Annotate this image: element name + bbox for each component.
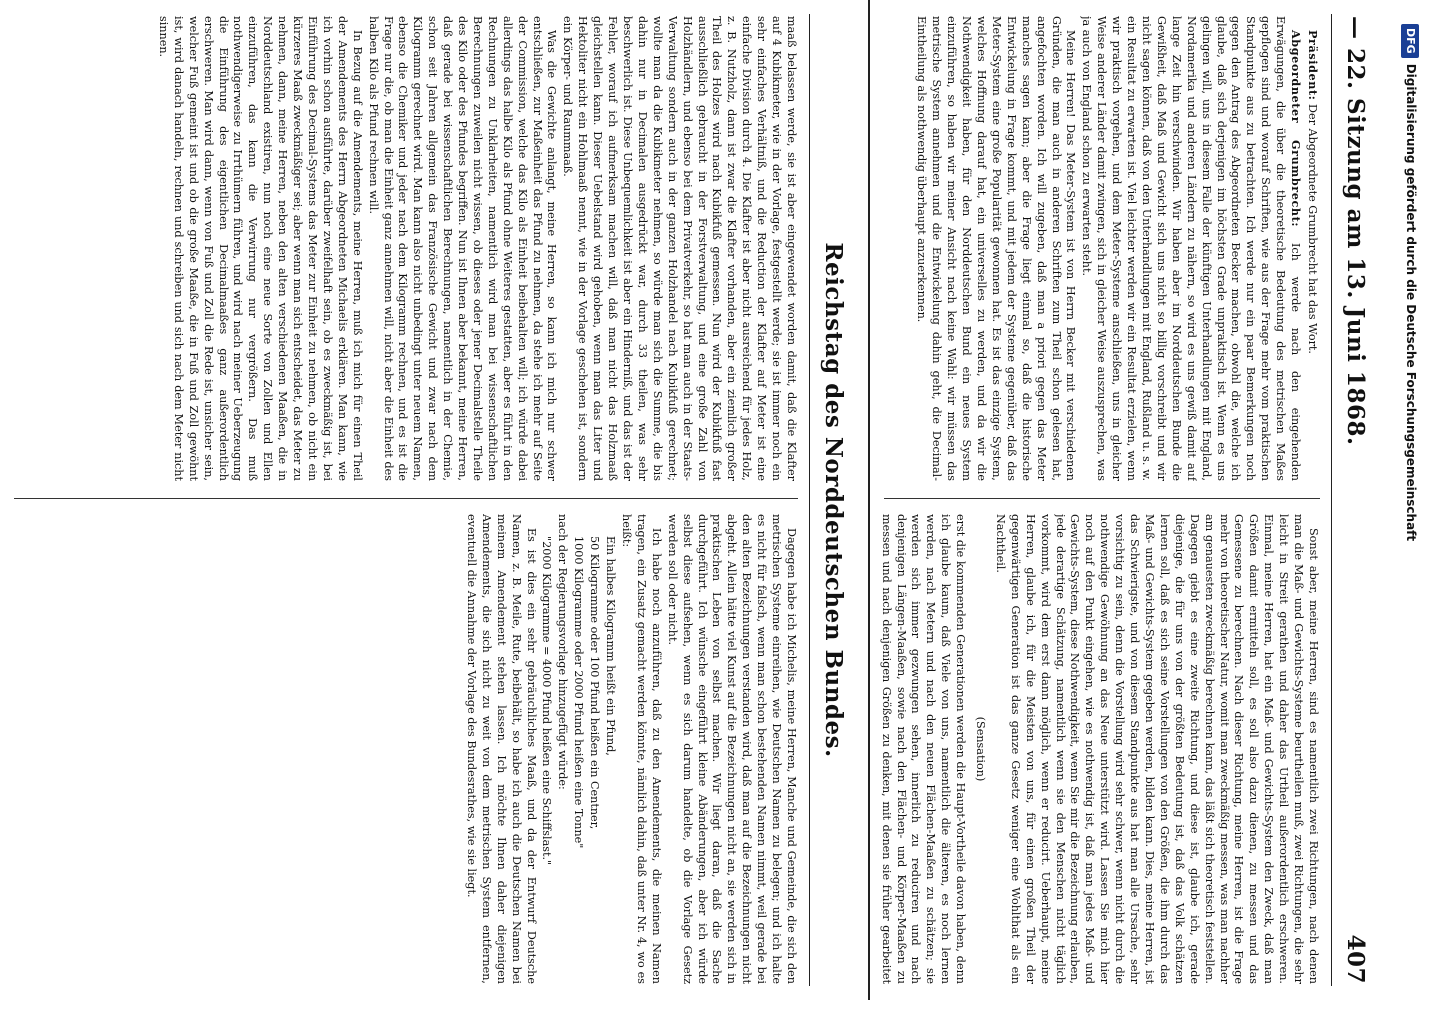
page-header	[809, 14, 856, 986]
credit-text: Digitalisierung gefördert durch die Deutsche Forschungsgemeinschaft	[1404, 63, 1418, 542]
running-title: Reichstag des Norddeutschen Bundes.	[820, 242, 847, 758]
paragraph-text: Ich habe noch anzuführen, daß zu den Amendements, die meinen Namen tragen, ein Zusatz gemacht werden könnte, nämlich dahin, daß unter Nr. 4, wo es heißt:	[620, 514, 663, 984]
paragraph-text: Der Abgeordnete Grumbrecht hat das Wort.	[1306, 104, 1319, 354]
paragraph-text: Es ist dies ein sehr gebräuchliches Maaß, und da der Entwurf Deutsche Namen, z. B. Meile, Rute, beibehält, so habe ich auch die Deutschen Namen bei meinem Amendement stehen lassen. Ich möchte Ihnen daher diejenigen Amendements, die sich nicht zu weit von dem metrischen System entfernen, eventuell die Annahme der Vorlage des Bundesrathes, wie sie liegt.	[464, 514, 538, 984]
column-left	[878, 16, 1320, 481]
paragraph	[1304, 16, 1320, 481]
paragraph-text: Meine Herren! Das Meter-System ist von Herrn Becker mit verschiedenen Gründen, die man auch in anderen Schriften zum Theil schon gelesen hat, angefochten worden. Ich will zugeben, daß man a priori gegen das Meter manches sagen kann; aber die Frage liegt einmal so, daß die historische Entwickelung in Frage kommt, und mit jedem der Systeme gegenüber, daß das Meter-System eine große Popularität gewonnen hat. Es ist das einzige System, welches Hoffnung darauf hat, ein universelles zu werden, und da wir die Nothwendigkeit haben, für den Norddeutschen Bund ein neues System einzuführen, so haben wir meiner Ansicht nach keine Wahl: wir müssen das metrische System annehmen und die Entwickelung dahin geht, die Decimal-Eintheilung als nothwendig überhaupt anzuerkennen.	[915, 16, 1078, 481]
paragraph	[463, 514, 538, 984]
paragraph: nach der Regierungsvorlage hinzugefügt würde:	[556, 514, 570, 790]
session-title: — 22. Sitzung am 13. Juni 1868.	[1342, 16, 1369, 446]
paragraph-text: erst die kommenden Generationen werden die Haupt-Vortheile davon haben, denn ich glaube kaum, daß Viele von uns, namentlich die älteren, es noch lernen werden, nach Metern und nach den neuen Flächen-Maaßen zu schätzen; sie werden sich immer gezwungen sehen, innerlich zu reduciren und nach denjenigen Längen-Maaßen, sowie nach den Flächen- und Körper-Maaßen zu messen und nach denjenigen Größen zu denken, mit denen sie früher gearbeitet	[879, 514, 968, 984]
page-407	[870, 0, 1390, 1000]
quoted-line: "2000 Kilogramme = 4000 Pfund heißen eine Schiffslast."	[540, 536, 554, 866]
paragraph	[1079, 16, 1304, 481]
paragraph	[155, 16, 364, 481]
paragraph	[618, 514, 663, 984]
page-divider	[868, 0, 870, 1000]
paragraph-text: Was die Gewichte anlangt, meine Herren, so kann ich mich nur schwer entschließen, zur Maßeinheit das Pfund zu nehmen, da stehe ich mehr auf Seite der Commission, welche das Kilo als Einheit beibehalten will; ich würde dabei allerdings das halbe Kilo als Pfund ohne Weiteres gestatten, aber es führt in den Rechnungen zu Unklarheiten, namentlich wird man bei wissenschaftlichen Berechnungen zuweilen nicht wissen, ob dieses oder jener Decimalstelle Theile des Kilo oder des Pfundes begriffen. Nun ist Ihnen aber bekannt, meine Herren, daß gerade bei wissenschaftlichen Berechnungen, namentlich in der Chemie, schon seit Jahren allgemein das Französische Gewicht und zwar nach dem Kilogramm gerechnet wird. Man kann also nicht unbedingt unter neuem Namen, ebenso die Chemiker und jeder nach dem Kilogramm rechnen, und es ist die Frage nur die, ob man die Einheit ganz annehmen will, nicht aber die Einheit des halben Kilo als Pfund rechnen will.	[366, 16, 559, 481]
column-divider	[884, 498, 1320, 499]
dfg-logo: DFG	[1401, 24, 1419, 58]
paragraph-text: maaß belassen werde, sie ist aber eingewendet worden damit, daß die Klafter auf 4 Kubikmeter, wie in der Vorlage, festgestellt werde; sie ist immer noch ein sehr einfaches Verhältniß, und die Reduction der Klafter auf Meter ist eine einfache Division durch 4. Die Klafter ist aber nicht ausreichend für jedes Holz, z. B. Nutzholz, dann ist zwar die Klafter vorhanden, aber ein ziemlich großer Theil des Holzes wird nach Kubikfuß gemessen. Nun wird der Kubikfuß fast ausschließlich gebraucht in der Forstverwaltung, und eine große Zahl von Holzhändlern, und ebenso bei dem Privatverkehr, so hat man auch in der Staats-Verwaltung sondern auch in der ganzen Holzhandel nach Kubikfuß gerechnet; wollte man da die Kubikmeter nehmen, so würde man sich die Summe, die bis dahin nur in Decimalen ausgedrückt war, durch 33 theilen, was sehr beschwerlich ist. Diese Unbequemlichkeit ist aber ein Hinderniß, und das ist der Fehler, worauf ich aufmerksam machen will, daß man nicht das Holzmaaß gleichstellen kann. Dieser Uebelstand wird gehoben, wenn man das Liter und Hektoliter nicht ein Hohlmaaß nennt, wie in der Vorlage geschehen ist, sondern ein Körper- und Raummaaß.	[561, 16, 798, 481]
paragraph-text: Dagegen habe ich Michelis, meine Herren, Manche und Gemeinde, die sich den metrischen Systeme einreihen, wie Deutschen Namen zu belegen; und ich halte es nicht für falsch, wenn man schon bestehenden Namen nimmt, weil gerade bei den alten Bezeichnungen verstanden wird, daß man auf die Bezeichnungen nicht abgeht. Allein hätte viel Kunst auf die Bezeichnungen nicht an, sie werden sich in praktischen Leben von selbst machen. Wir liegt daran, daß die Sache durchgeführt. Ich wünsche eingeführt kleine Abänderungen, aber ich würde selbst diese aufsehen, wenn es sich darum handelte, ob die Vorlage Gesetz werden soll oder nicht.	[665, 514, 798, 984]
paragraph	[664, 514, 798, 984]
quoted-line: Ein halbes Kilogramm heißt ein Pfund,	[604, 536, 618, 756]
column-divider	[14, 498, 798, 499]
page-number: 407	[1342, 934, 1369, 984]
paragraph-text: Sonst aber, meine Herren, sind es namentlich zwei Richtungen, nach denen man die Maß- und Gewichts-Systeme beurtheilen muß, zwei Richtungen, die sehr leicht in Streit gerathen und daher das Urtheil außerordentlich erschweren. Einmal, meine Herren, hat ein Maß- und Gewichts-System den Zweck, daß man Größen damit ermitteln soll, es soll also dazu dienen, zu messen und das Gemessene zu berechnen. Nach dieser Richtung, meine Herren, ist die Frage mehr von theoretischer Natur, womit man zweckmäßig messen, was man nachher am genauesten zweckmäßig berechnen kann, das läßt sich theoretisch feststellen. Dagegen giebt es eine zweite Richtung, und diese ist, glaube ich, gerade diejenige, die für uns von der größten Bedeutung ist, daß das Volk schätzen lernen soll, daß es sich seine Vorstellungen von den Größen, die ihm durch das Maß- und Gewichts-System gegeben werden, bilden kann. Dies, meine Herren, ist das Schwierigste, und von diesem Standpunkte aus hat man alle Ursache, sehr vorsichtig zu sein, denn die Vorstellung wird sehr schwer, wenn nicht durch die nothwendige Gewöhnung an das Neue unterstützt wird. Lassen Sie mich hier noch auf den Punkt eingehen, wie es nothwendig ist, daß man jedes Maß- und Gewichts-System, diese Nothwendigkeit, wenn Sie mir die Bezeichnung erlauben, jede derartige Schätzung, namentlich wenn sie den Menschen nicht täglich vorkommt, wird dem erst dann möglich, wenn er reducirt. Ueberhaupt, meine Herren, glaube ich, für die Meisten von uns, für einen großen Theil der gegenwärtigen Generation ist das ganze Gesetz weniger eine Wohlthat als ein Nachtheil.	[993, 514, 1320, 984]
page-header	[1331, 14, 1378, 986]
quoted-line: 1000 Kilogramme oder 2000 Pfund heißen eine Tonne"	[572, 536, 586, 849]
paragraph	[992, 514, 1320, 984]
paragraph	[878, 514, 967, 984]
interjection: (Sensation)	[974, 716, 988, 782]
column-right	[878, 514, 1320, 984]
paragraph	[914, 16, 1078, 481]
quoted-line: 50 Kilogramme oder 100 Pfund heißen ein Centner,	[588, 536, 602, 830]
paragraph	[560, 16, 799, 481]
credit-line	[1382, 24, 1420, 1024]
digitization-credit	[1390, 0, 1428, 1000]
paragraph-text: Ich werde nach den eingehenden Erwägungen, die über die theoretische Bedeutung des metrischen Maßes gepflogen sind und worauf Schriften, wie aus der Frage mehr vom praktischen Standpunkte aus zu betrachten. Ich werde nur ein paar Bemerkungen noch gegen den Antrag des Abgeordneten Becker machen, obwohl die, welche ich glaube, daß sich derjenigen im höchsten Grade unpraktisch ist. Wenn es uns gelingen will, uns in diesem Falle der künftigen Unterhandlungen mit England, Nordamerika und anderen Ländern zu nähern, so wird es uns gewiß damit auf lange Zeit hin verschwinden. Wir haben aber im Norddeutschen Bunde die Gewißheit, daß Maß und Gewicht sich uns nicht so billig vorschreibt und wir nicht sagen können, daß von den Unterhandlungen mit England, Rußland u. s. w. ein Resultat zu erwarten ist. Viel leichter werden wir ein Resultat erzielen, wenn wir praktisch vorgehen, und dem Meter-Systeme anschließen, uns in gleicher Weise anderer Länder damit zwingen, sich in gleicher Weise auszusprechen, was ja auch von England schon zu erwarten steht.	[1080, 16, 1303, 481]
column-right	[8, 514, 798, 984]
paragraph	[365, 16, 559, 481]
column-left	[8, 16, 798, 481]
paragraph-text: In Bezug auf die Amendements, meine Herren, muß ich mich für einen Theil der Amendements des Herrn Abgeordneten Michaelis erklären. Man kann, wie ich vorhin schon ausführte, darüber zweifelhaft sein, ob es zweckmäßig ist, bei Einführung des Decimal-Systems das Meter zur Einheit zu nehmen, ob nicht ein kürzeres Maaß zweckmäßiger sei; aber wenn man sich entscheidet, das Meter zu nehmen, dann, meine Herren, neben den alten verschiedenen Maaßen, die in Norddeutschland existiren, nun noch eine neue Sorte von Zollen und Ellen einzuführen, das kann die Verwirrung nur vergrößern. Das muß nothwendigerweise zu Irrthümern führen, und wird nach meiner Ueberzeugung die Einführung des eigentlichen Decimalmaaßes ganz außerordentlich erschweren. Man wird dann, wenn von Fuß und Zoll die Rede ist, unsicher sein, welcher Fuß gemeint ist und ob die große Maaße, die in Fuß und Zoll gewöhnt ist, wird danach handeln, rechnen und schreiben und sich nach dem Meter nicht sinnen.	[156, 16, 364, 481]
speaker-name: Abgeordneter Grumbrecht:	[1289, 30, 1304, 228]
speaker-name: Präsident:	[1306, 30, 1320, 101]
